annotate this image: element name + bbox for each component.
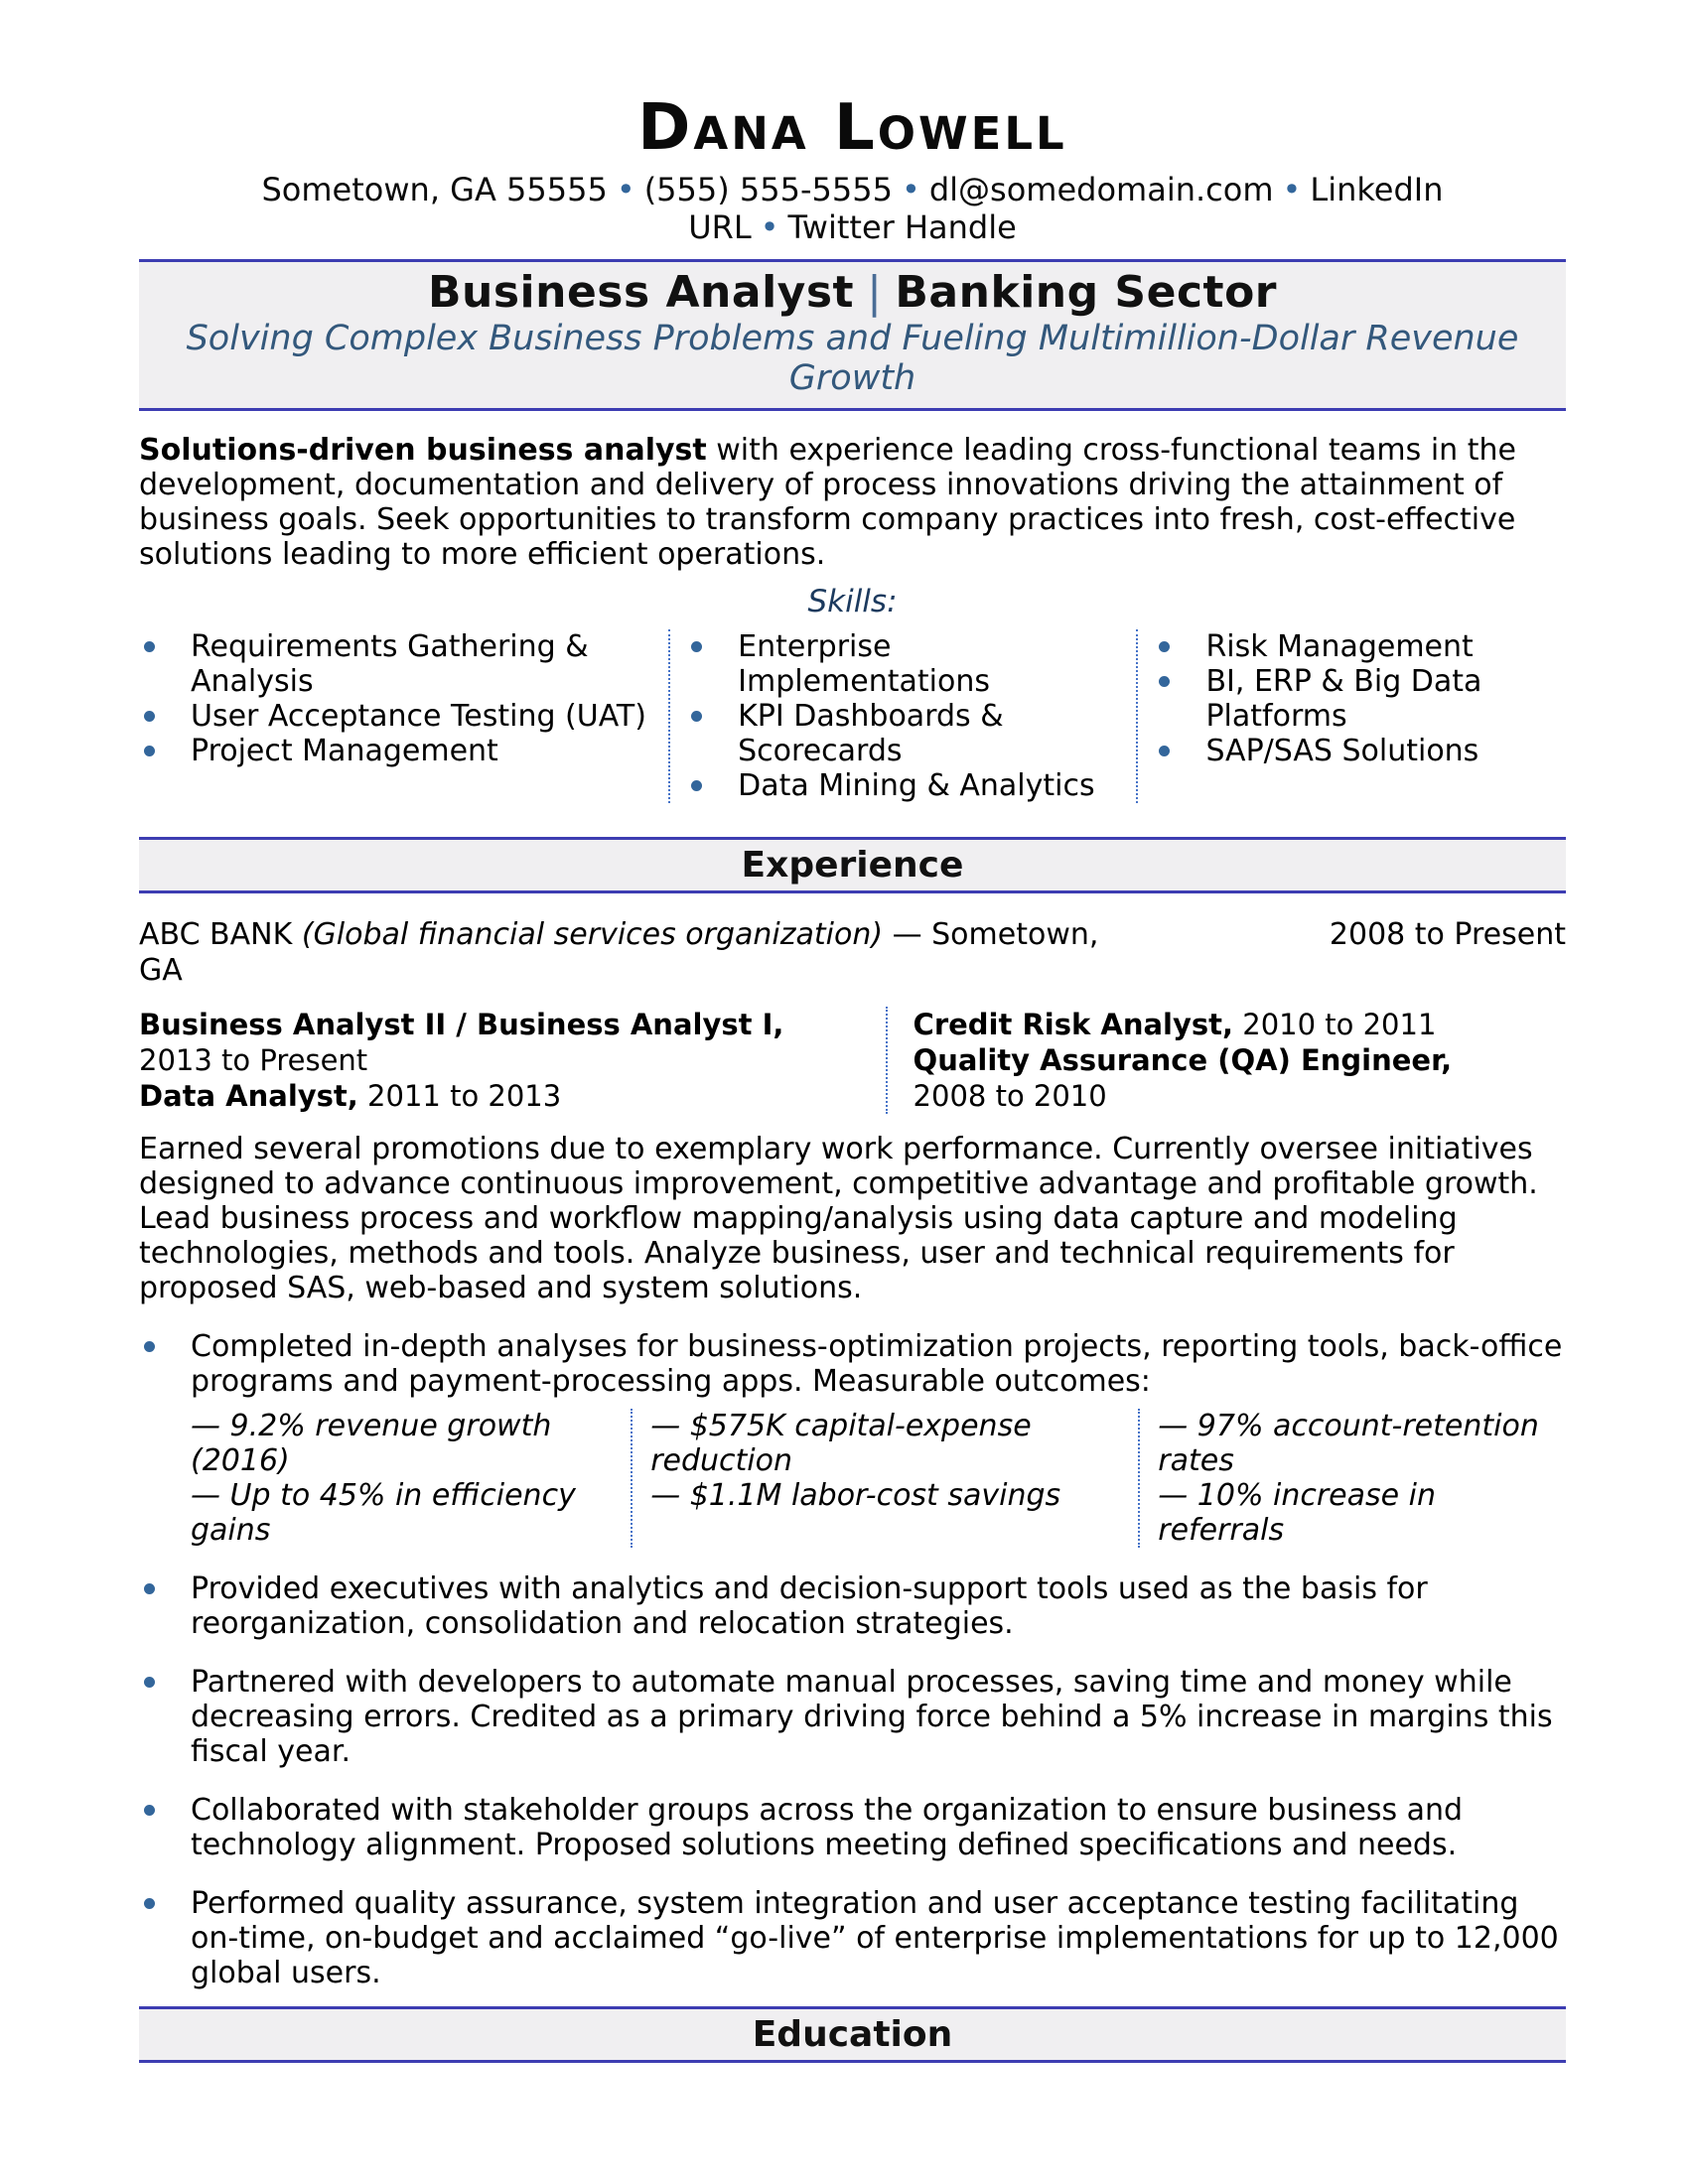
position-dates: 2010 to 2011 <box>1242 1007 1437 1041</box>
bullet-icon <box>144 746 155 756</box>
bullet-icon <box>144 1898 155 1909</box>
bullet-icon <box>144 1341 155 1352</box>
summary-lead: Solutions-driven business analyst <box>139 432 707 468</box>
contact-location: Sometown, GA 55555 <box>261 170 608 208</box>
outcome-item: — 9.2% revenue growth (2016) <box>191 1408 552 1478</box>
contact-linkedin: LinkedIn URL <box>688 170 1444 247</box>
skills-heading: Skills: <box>807 583 898 619</box>
bullet-text: Partnered with developers to automate manual processes, saving time and money while decreasing errors. Credited as a primary driving force behind a 5% increase in margins this fiscal year. <box>191 1664 1553 1769</box>
position-entry <box>139 1007 886 1042</box>
skills-columns <box>139 629 1566 803</box>
experience-bullet <box>139 1665 1566 1769</box>
contact-twitter: Twitter Handle <box>787 208 1017 247</box>
skill-label: KPI Dashboards & Scorecards <box>738 698 1004 768</box>
resume-page <box>139 0 1566 2063</box>
position-dates: 2013 to Present <box>139 1042 368 1077</box>
skill-item <box>686 768 1136 803</box>
contact-phone: (555) 555-5555 <box>643 170 893 208</box>
outcomes-column-3 <box>1138 1409 1566 1548</box>
title-banner <box>139 259 1566 410</box>
bullet-text: Provided executives with analytics and decision-support tools used as the basis for reorganization, consolidation and relocation strategies. <box>191 1570 1428 1641</box>
role-name: Business Analyst <box>428 267 855 319</box>
skill-item <box>686 699 1136 768</box>
experience-heading: Experience <box>741 844 964 886</box>
company-location: — Sometown, <box>892 916 1099 952</box>
skill-item <box>139 699 668 734</box>
positions-columns <box>139 1007 1566 1114</box>
positions-right <box>886 1007 1566 1114</box>
bullet-icon <box>1159 676 1170 687</box>
position-entry <box>914 1007 1566 1042</box>
position-title: Business Analyst II / Business Analyst I, <box>139 1007 784 1041</box>
skill-label: Data Mining & Analytics <box>738 767 1095 803</box>
company-dates: 2008 to Present <box>1329 916 1566 952</box>
bullet-icon <box>144 1805 155 1816</box>
separator-dot-icon: • <box>760 208 779 247</box>
summary-rest: with experience leading cross-functional teams in the development, documentation and delivery of process innovations driving the attainment of business goals. Seek opportunities to transform company practices into fresh, cost-effective solutions leading to more efficient operations. <box>139 432 1516 572</box>
position-dates: 2011 to 2013 <box>367 1078 562 1113</box>
bullet-icon <box>1159 746 1170 756</box>
role-title <box>147 267 1558 318</box>
contact-email: dl@somedomain.com <box>928 170 1274 208</box>
company-descriptor: (Global financial services organization) <box>301 916 884 952</box>
outcomes-columns <box>191 1409 1566 1548</box>
positions-left <box>139 1007 886 1114</box>
skills-column-1 <box>139 629 668 803</box>
skills-column-3 <box>1136 629 1566 803</box>
bullet-icon <box>691 711 702 722</box>
separator-dot-icon: • <box>616 170 635 208</box>
skill-label: Risk Management <box>1205 628 1474 664</box>
experience-bullet <box>139 1571 1566 1641</box>
position-title: Data Analyst, <box>139 1078 358 1113</box>
outcome-item: — $575K capital-expense reduction <box>650 1408 1032 1478</box>
bullet-icon <box>144 711 155 722</box>
position-dates: 2008 to 2010 <box>913 1078 1107 1113</box>
summary-paragraph <box>139 433 1566 572</box>
sector-name: Banking Sector <box>895 267 1277 319</box>
separator-dot-icon: • <box>1282 170 1302 208</box>
skill-item <box>139 734 668 768</box>
outcome-item: — 10% increase in referrals <box>1158 1477 1436 1548</box>
resume-header <box>139 93 1566 246</box>
skill-item <box>1154 664 1566 734</box>
outcomes-column-2 <box>631 1409 1138 1548</box>
bullet-icon <box>691 780 702 791</box>
outcome-item: — Up to 45% in efficiency gains <box>191 1477 576 1548</box>
skill-item <box>139 629 668 699</box>
experience-section-header <box>139 837 1566 893</box>
company-location-wrap: GA <box>139 952 183 988</box>
pipe-divider: | <box>867 267 883 319</box>
skill-label: SAP/SAS Solutions <box>1205 733 1479 768</box>
skill-item <box>686 629 1136 699</box>
skill-label: Project Management <box>191 733 498 768</box>
separator-dot-icon: • <box>901 170 920 208</box>
bullet-text: Completed in-depth analyses for business-optimization projects, reporting tools, back-office programs and payment-processing apps. Measurable outcomes: <box>191 1328 1563 1399</box>
skill-label: Enterprise Implementations <box>738 628 990 699</box>
bullet-icon <box>144 1583 155 1594</box>
education-section-header <box>139 2006 1566 2063</box>
education-heading: Education <box>752 2013 953 2055</box>
outcome-item: — $1.1M labor-cost savings <box>650 1477 1061 1513</box>
experience-overview: Earned several promotions due to exemplary work performance. Currently oversee initiatives designed to advance continuous improvement, competitive advantage and profitable growth. Lead business process and workflow mapping/analysis using data capture and modeling technologies, methods and tools. Analyze business, user and technical requirements for proposed SAS, web-based and system solutions. <box>139 1131 1538 1305</box>
position-title: Quality Assurance (QA) Engineer, <box>913 1042 1453 1077</box>
bullet-icon <box>1159 641 1170 652</box>
skill-item <box>1154 629 1566 664</box>
experience-bullet <box>139 1793 1566 1862</box>
contact-line <box>158 171 1548 247</box>
experience-bullet <box>139 1329 1566 1399</box>
company-info <box>139 917 1098 989</box>
skills-column-2 <box>668 629 1136 803</box>
bullet-text: Collaborated with stakeholder groups across the organization to ensure business and technology alignment. Proposed solutions meeting defined specifications and needs. <box>191 1792 1464 1862</box>
bullet-icon <box>691 641 702 652</box>
skill-item <box>1154 734 1566 768</box>
skill-label: BI, ERP & Big Data Platforms <box>1205 663 1482 734</box>
position-entry <box>914 1042 1566 1078</box>
skill-label: Requirements Gathering & Analysis <box>191 628 589 699</box>
company-name: ABC BANK <box>139 916 293 952</box>
experience-bullet <box>139 1886 1566 1990</box>
outcomes-column-1 <box>191 1409 631 1548</box>
bullet-text: Performed quality assurance, system integration and user acceptance testing facilitating on-time, on-budget and acclaimed “go-live” of enterprise implementations for up to 12,000 global users. <box>191 1885 1559 1990</box>
outcome-item: — 97% account-retention rates <box>1158 1408 1539 1478</box>
candidate-name: Dana Lowell <box>637 91 1067 165</box>
bullet-icon <box>144 641 155 652</box>
position-entry <box>139 1078 886 1114</box>
position-title: Credit Risk Analyst, <box>913 1007 1234 1041</box>
tagline: Solving Complex Business Problems and Fueling Multimillion-Dollar Revenue Growth <box>186 319 1519 398</box>
skill-label: User Acceptance Testing (UAT) <box>191 698 646 734</box>
company-line <box>139 917 1566 989</box>
bullet-icon <box>144 1677 155 1688</box>
